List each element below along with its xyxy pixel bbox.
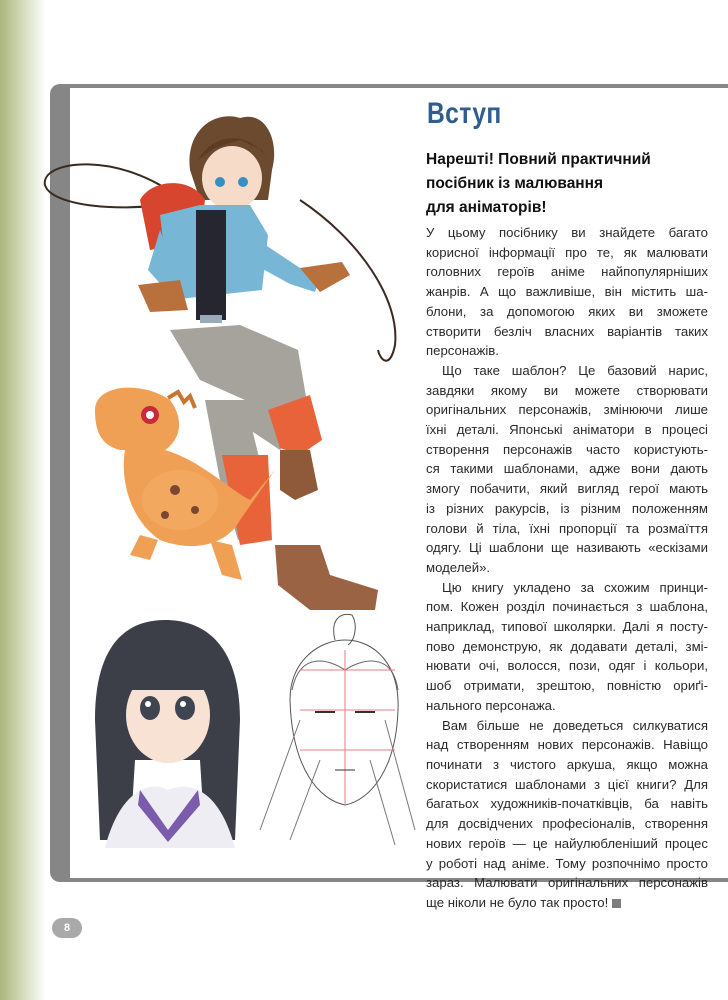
- text-line: зараз. Малювати оригінальних персонажів: [426, 875, 708, 891]
- lead-line: посібник із малювання: [426, 175, 604, 192]
- anime-girl-illustration: [95, 620, 240, 848]
- page-number-badge: 8: [52, 918, 82, 938]
- text-line: У цьому посібнику ви знайдете багато: [426, 225, 708, 240]
- text-line: починати з чистого аркуша, якщо можна: [426, 756, 708, 772]
- text-line: [426, 893, 708, 913]
- text-line: нових героїв — це найулюбленіший процес: [426, 835, 708, 851]
- male-head-sketch: [260, 614, 415, 845]
- text-line: персонажів.: [426, 343, 499, 359]
- end-square-icon: [612, 899, 621, 908]
- body-text: [426, 223, 708, 913]
- text-line: їхні деталі. Японські аніматори в процесі: [426, 422, 708, 438]
- lead-line: для аніматорів!: [426, 199, 547, 216]
- text-line: головних героїв аніме найпопулярніших: [426, 264, 708, 280]
- final-line-text: ще ніколи не було так просто!: [426, 894, 609, 910]
- text-line: шоб отримати, зрештою, повністю ориґі-: [426, 678, 708, 694]
- text-line: створити безліч власних варіантів таких: [426, 323, 708, 339]
- text-line: ся такими шаблонами, адже вони дають: [426, 461, 708, 477]
- page-title: Вступ: [427, 97, 502, 130]
- text-line: пом. Кожен розділ починається з шаблона,: [426, 599, 708, 615]
- lead-line: Нарешті! Повний практичний: [426, 151, 651, 168]
- text-line: багатьох художників-початківців, ба навіть: [426, 796, 708, 812]
- text-line: нювати очі, волосся, пози, одяг і кольори,: [426, 658, 708, 674]
- text-line: Вам більше не доведеться силкуватися: [442, 717, 708, 733]
- text-line: жанрів. А що важливіше, він містить ша-: [426, 284, 708, 300]
- text-line: скористатися шаблонами з цієї книги? Для: [426, 776, 708, 792]
- text-line: над створенням нових персонажів. Навіщо: [426, 737, 708, 753]
- text-line: Цю книгу укладено за схожим принци-: [442, 579, 708, 595]
- text-line: створення персонажів часто користують-: [426, 441, 708, 457]
- text-line: нального персонажа.: [426, 697, 556, 713]
- text-line: корисної інформації про те, як малювати: [426, 244, 708, 260]
- text-line: наприклад, типової школярки. Далі я посту-: [426, 619, 708, 635]
- text-line: із різних ракурсів, із різним положенням: [426, 500, 708, 516]
- lead-heading: [426, 148, 726, 220]
- text-line: змогу побачити, який вигляд герої мають: [426, 481, 708, 497]
- text-line: у роботі над аніме. Тому розпочнімо просто: [426, 855, 708, 871]
- text-line: пово демонструю, як додавати деталі, змі-: [426, 638, 708, 654]
- text-line: моделей».: [426, 559, 491, 575]
- text-line: Що таке шаблон? Це базовий нарис,: [442, 362, 708, 378]
- text-line: оригінальних персонажів, змінюючи лише: [426, 402, 708, 418]
- text-line: для досвідчених професіоналів, створення: [426, 816, 708, 832]
- text-line: блони, за допомогою яких ви зможете: [426, 303, 708, 319]
- text-line: голови й тіла, їхні пропорції та розмаїття: [426, 520, 708, 536]
- text-line: завдяки якому ви можете створювати: [426, 382, 708, 398]
- text-line: одягу. Ці шаблони ще називають «ескізами: [426, 540, 708, 556]
